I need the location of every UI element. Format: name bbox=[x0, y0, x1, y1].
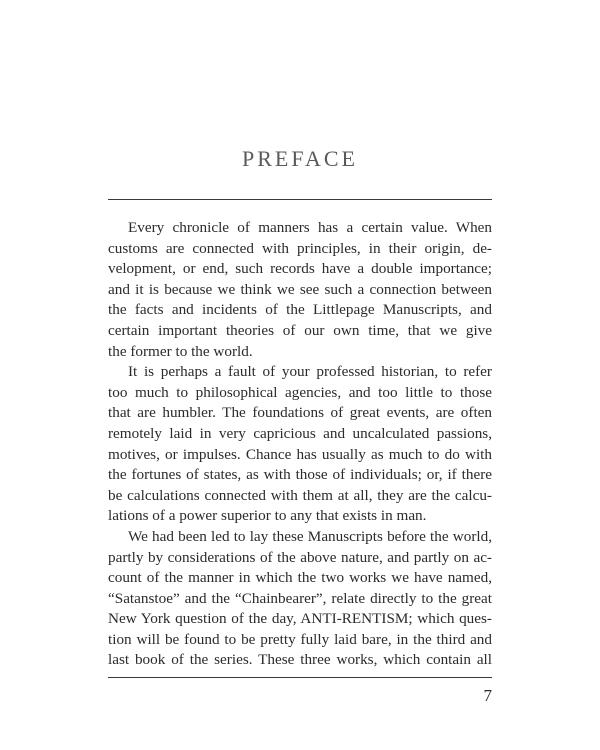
text-line: velopment, or end, such records have a double importance; bbox=[108, 260, 492, 278]
paragraph bbox=[108, 218, 492, 362]
top-divider bbox=[108, 199, 492, 200]
text-line: tion will be found to be pretty fully laid bare, in the third and bbox=[108, 630, 492, 648]
text-line: count of the manner in which the two works we have named, bbox=[108, 569, 492, 587]
paragraph bbox=[108, 362, 492, 527]
text-line: remotely laid in very capricious and uncalculated passions, bbox=[108, 424, 492, 442]
text-line: last book of the series. These three works, which contain all bbox=[108, 651, 492, 669]
text-line: the facts and incidents of the Littlepage Manuscripts, and bbox=[108, 301, 492, 319]
text-line: be calculations connected with them at all, they are the calcu- bbox=[108, 486, 492, 504]
body-text bbox=[108, 218, 492, 671]
text-line: the former to the world. bbox=[108, 342, 253, 360]
text-line: We had been led to lay these Manuscripts before the world, bbox=[128, 527, 492, 545]
text-line: certain important theories of our own time, that we give bbox=[108, 321, 492, 339]
text-line: customs are connected with principles, in their origin, de- bbox=[108, 239, 492, 257]
text-line: that are humbler. The foundations of great events, are often bbox=[108, 404, 492, 422]
paragraph bbox=[108, 527, 492, 671]
text-line: and it is because we think we see such a connection between bbox=[108, 280, 492, 298]
bottom-divider bbox=[108, 677, 492, 678]
page-title: PREFACE bbox=[242, 146, 358, 171]
text-line: New York question of the day, ANTI-RENTISM; which ques- bbox=[108, 610, 492, 628]
page-number: 7 bbox=[483, 686, 492, 705]
text-line: “Satanstoe” and the “Chainbearer”, relate directly to the great bbox=[108, 589, 492, 607]
text-line: the fortunes of states, as with those of individuals; or, if there bbox=[108, 466, 492, 484]
text-line: It is perhaps a fault of your professed historian, to refer bbox=[128, 363, 492, 381]
text-line: Every chronicle of manners has a certain value. When bbox=[128, 219, 492, 236]
text-line: motives, or impulses. Chance has usually as much to do with bbox=[108, 445, 492, 463]
text-line: lations of a power superior to any that exists in man. bbox=[108, 507, 427, 525]
text-line: too much to philosophical agencies, and too little to those bbox=[108, 383, 492, 401]
text-line: partly by considerations of the above nature, and partly on ac- bbox=[108, 548, 492, 566]
